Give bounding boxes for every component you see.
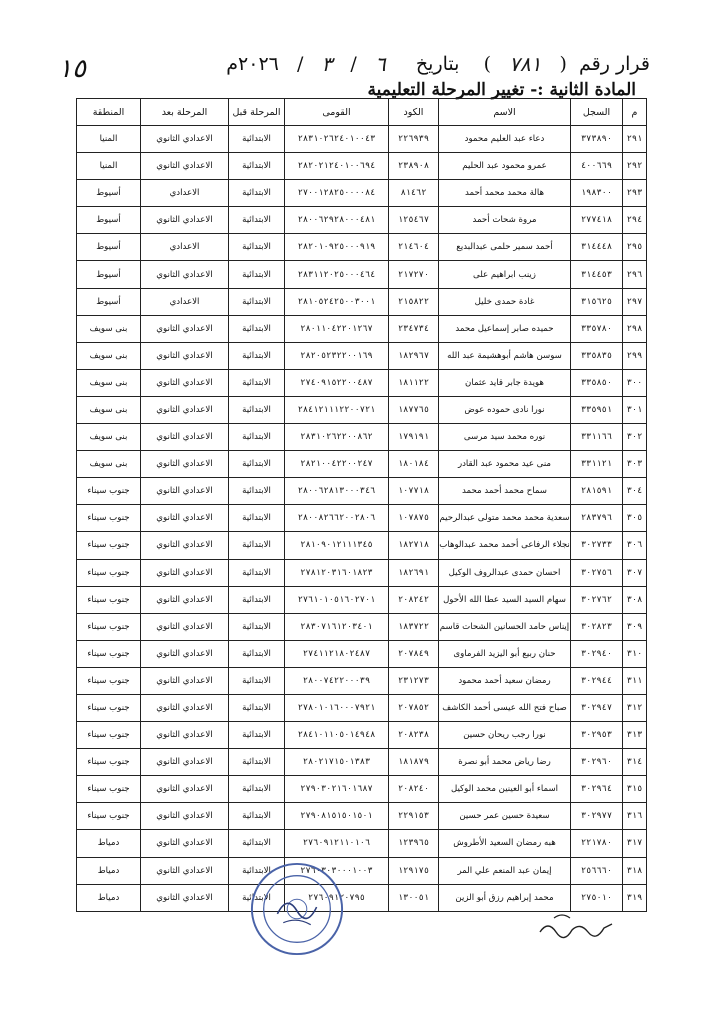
- stage-before-cell: الابتدائية: [229, 153, 285, 180]
- row-index-cell: ٣٠٨: [623, 586, 647, 613]
- region-cell: أسيوط: [77, 234, 141, 261]
- record-number-cell: ٣٠٢٩٤٧: [571, 694, 623, 721]
- row-index-cell: ٣٠٥: [623, 505, 647, 532]
- row-index-cell: ٣٠٧: [623, 559, 647, 586]
- stage-after-cell: الاعدادي الثانوي: [141, 315, 229, 342]
- name-cell: نورا نادى حموده عوض: [439, 396, 571, 423]
- national-id-cell: ٢٧٨١٢٠٣١٦٠١٨٢٣: [285, 559, 389, 586]
- row-index-cell: ٣٠٦: [623, 532, 647, 559]
- row-index-cell: ٣٠٢: [623, 424, 647, 451]
- name-cell: سعدية محمد محمد متولى عبدالرحيم: [439, 505, 571, 532]
- code-cell: ١٨٢٦٩١: [389, 559, 439, 586]
- stage-after-cell: الاعدادي الثانوي: [141, 478, 229, 505]
- code-cell: ١٢٩١٧٥: [389, 857, 439, 884]
- official-seal-stamp: [248, 860, 346, 958]
- name-cell: حميده صابر إسماعيل محمد: [439, 315, 571, 342]
- row-index-cell: ٣٠٤: [623, 478, 647, 505]
- row-index-cell: ٢٩٥: [623, 234, 647, 261]
- record-number-cell: ٣٠٢٧٣٣: [571, 532, 623, 559]
- name-cell: هالة محمد محمد أحمد: [439, 180, 571, 207]
- name-cell: حنان ربيع أبو اليزيد الفرماوى: [439, 640, 571, 667]
- row-index-cell: ٣١٥: [623, 776, 647, 803]
- name-cell: أحمد سمير حلمى عبدالبديع: [439, 234, 571, 261]
- code-cell: ٢٣٨٩٠٨: [389, 153, 439, 180]
- national-id-cell: ٢٧٤٠٩١٥٢٢٠٠٤٨٧: [285, 369, 389, 396]
- column-header: الكود: [389, 99, 439, 126]
- stage-before-cell: الابتدائية: [229, 640, 285, 667]
- stage-after-cell: الاعدادي الثانوي: [141, 207, 229, 234]
- national-id-cell: ٢٨٠٠٦٢٨١٣٠٠٠٣٤٦: [285, 478, 389, 505]
- stage-before-cell: الابتدائية: [229, 396, 285, 423]
- record-number-cell: ٣٠٢٩٦٤: [571, 776, 623, 803]
- national-id-cell: ٢٨٤١٢١١١٢٢٠٠٧٢١: [285, 396, 389, 423]
- region-cell: جنوب سيناء: [77, 667, 141, 694]
- row-index-cell: ٣١٠: [623, 640, 647, 667]
- region-cell: جنوب سيناء: [77, 749, 141, 776]
- region-cell: أسيوط: [77, 207, 141, 234]
- stage-before-cell: الابتدائية: [229, 803, 285, 830]
- row-index-cell: ٢٩٢: [623, 153, 647, 180]
- region-cell: بنى سويف: [77, 451, 141, 478]
- row-index-cell: ٢٩٣: [623, 180, 647, 207]
- region-cell: بنى سويف: [77, 342, 141, 369]
- national-id-cell: ٢٧٠٠١٢٨٢٥٠٠٠٠٨٤: [285, 180, 389, 207]
- national-id-cell: ٢٨١٠٩٠١٢١١١٣٤٥: [285, 532, 389, 559]
- table-row: [77, 803, 647, 830]
- table-row: [77, 234, 647, 261]
- record-number-cell: ٢٨٣٧٩٦: [571, 505, 623, 532]
- decision-label: قرار رقم: [579, 53, 650, 75]
- column-header: الاسم: [439, 99, 571, 126]
- stage-before-cell: الابتدائية: [229, 288, 285, 315]
- region-cell: جنوب سيناء: [77, 559, 141, 586]
- code-cell: ٢١٥٨٢٢: [389, 288, 439, 315]
- stage-after-cell: الاعدادي: [141, 288, 229, 315]
- national-id-cell: ٢٨٢٠٥٢٣٢٢٠٠١٦٩: [285, 342, 389, 369]
- table-row: [77, 776, 647, 803]
- row-index-cell: ٣١٤: [623, 749, 647, 776]
- national-id-cell: ٢٧٩٠٣٠٢١٦٠١٦٨٧: [285, 776, 389, 803]
- code-cell: ١٨٢٩٦٧: [389, 342, 439, 369]
- row-index-cell: ٢٩٤: [623, 207, 647, 234]
- stage-after-cell: الاعدادي الثانوي: [141, 261, 229, 288]
- stage-after-cell: الاعدادي الثانوي: [141, 803, 229, 830]
- region-cell: جنوب سيناء: [77, 532, 141, 559]
- stage-after-cell: الاعدادي الثانوي: [141, 667, 229, 694]
- table-row: [77, 857, 647, 884]
- row-index-cell: ٢٩٩: [623, 342, 647, 369]
- name-cell: زينب ابراهيم على: [439, 261, 571, 288]
- national-id-cell: ٢٧٦٠٩١٢١١٠١٠٦: [285, 830, 389, 857]
- code-cell: ١٨٠١٨٤: [389, 451, 439, 478]
- code-cell: ٨١٤٦٢: [389, 180, 439, 207]
- table-row: [77, 451, 647, 478]
- region-cell: جنوب سيناء: [77, 776, 141, 803]
- code-cell: ٢٣٤٧٣٤: [389, 315, 439, 342]
- name-cell: غادة حمدى خليل: [439, 288, 571, 315]
- record-number-cell: ٣٠٢٧٥٦: [571, 559, 623, 586]
- code-cell: ٢٢٦٩٣٩: [389, 126, 439, 153]
- record-number-cell: ٢٨١٥٩١: [571, 478, 623, 505]
- stage-after-cell: الاعدادي الثانوي: [141, 505, 229, 532]
- code-cell: ٢٠٨٢٣٨: [389, 722, 439, 749]
- code-cell: ٢٠٧٨٥٢: [389, 694, 439, 721]
- stage-after-cell: الاعدادي الثانوي: [141, 342, 229, 369]
- national-id-cell: ٢٨٠٠٧٤٢٢٠٠٠٣٩: [285, 667, 389, 694]
- code-cell: ٢١٤٦٠٤: [389, 234, 439, 261]
- row-index-cell: ٢٩٧: [623, 288, 647, 315]
- code-cell: ١٨٣٧٢٢: [389, 613, 439, 640]
- record-number-cell: ٢٧٧٤١٨: [571, 207, 623, 234]
- row-index-cell: ٣٠٣: [623, 451, 647, 478]
- record-number-cell: ٣٠٢٩٦٠: [571, 749, 623, 776]
- code-cell: ١٨١١٢٢: [389, 369, 439, 396]
- name-cell: نوره محمد سيد مرسى: [439, 424, 571, 451]
- record-number-cell: ٣٣٥٩٥١: [571, 396, 623, 423]
- table-header-row: [77, 99, 647, 126]
- region-cell: أسيوط: [77, 261, 141, 288]
- code-cell: ١٨٢٧١٨: [389, 532, 439, 559]
- table-row: [77, 315, 647, 342]
- stage-after-cell: الاعدادي الثانوي: [141, 749, 229, 776]
- table-body: [77, 126, 647, 912]
- name-cell: منى عيد محمود عبد القادر: [439, 451, 571, 478]
- region-cell: بنى سويف: [77, 315, 141, 342]
- stage-after-cell: الاعدادي الثانوي: [141, 451, 229, 478]
- decision-number: ٧٨١: [509, 52, 542, 76]
- row-index-cell: ٢٩٨: [623, 315, 647, 342]
- stage-after-cell: الاعدادي الثانوي: [141, 424, 229, 451]
- national-id-cell: ٢٨٠٢١٧١٥٠١٣٨٣: [285, 749, 389, 776]
- stage-before-cell: الابتدائية: [229, 857, 285, 884]
- name-cell: هبه رمضان السعيد الأطروش: [439, 830, 571, 857]
- stage-after-cell: الاعدادي الثانوي: [141, 369, 229, 396]
- national-id-cell: ٢٧٦١٠١٠٥١٦٠٢٧٠١: [285, 586, 389, 613]
- stage-before-cell: الابتدائية: [229, 776, 285, 803]
- stage-before-cell: الابتدائية: [229, 586, 285, 613]
- subject-title: المادة الثانية :- تغيير المرحلة التعليمية: [367, 80, 636, 100]
- record-number-cell: ٣٠٢٩٤٠: [571, 640, 623, 667]
- stage-before-cell: الابتدائية: [229, 505, 285, 532]
- stage-after-cell: الاعدادي الثانوي: [141, 153, 229, 180]
- stage-after-cell: الاعدادي الثانوي: [141, 532, 229, 559]
- row-index-cell: ٣٠٩: [623, 613, 647, 640]
- region-cell: جنوب سيناء: [77, 478, 141, 505]
- stage-before-cell: الابتدائية: [229, 613, 285, 640]
- stage-after-cell: الاعدادي الثانوي: [141, 126, 229, 153]
- national-id-cell: ٢٧٩٠٨١٥١٥٠١٥٠١: [285, 803, 389, 830]
- stage-before-cell: الابتدائية: [229, 369, 285, 396]
- record-number-cell: ٤٠٠٦٦٩: [571, 153, 623, 180]
- stage-after-cell: الاعدادي الثانوي: [141, 559, 229, 586]
- stage-before-cell: الابتدائية: [229, 694, 285, 721]
- region-cell: أسيوط: [77, 288, 141, 315]
- name-cell: نورا رجب ريحان حسين: [439, 722, 571, 749]
- stage-before-cell: الابتدائية: [229, 532, 285, 559]
- name-cell: عمرو محمود عبد الحليم: [439, 153, 571, 180]
- stage-before-cell: الابتدائية: [229, 315, 285, 342]
- record-number-cell: ٢٢١٧٨٠: [571, 830, 623, 857]
- code-cell: ١٢٥٤٦٧: [389, 207, 439, 234]
- name-cell: سماح محمد أحمد محمد: [439, 478, 571, 505]
- table-row: [77, 261, 647, 288]
- region-cell: جنوب سيناء: [77, 640, 141, 667]
- national-id-cell: ٢٨٢٠١٠٩٢٥٠٠٠٩١٩: [285, 234, 389, 261]
- name-cell: صباح فتح الله عيسى أحمد الكاشف: [439, 694, 571, 721]
- records-table: [76, 98, 647, 912]
- stage-after-cell: الاعدادي الثانوي: [141, 722, 229, 749]
- region-cell: جنوب سيناء: [77, 586, 141, 613]
- table-row: [77, 505, 647, 532]
- column-header: السجل: [571, 99, 623, 126]
- table-row: [77, 180, 647, 207]
- table-row: [77, 667, 647, 694]
- row-index-cell: ٣١٧: [623, 830, 647, 857]
- name-cell: إيناس حامد الحسانين الشحات قاسم: [439, 613, 571, 640]
- record-number-cell: ٣٠٢٧٦٢: [571, 586, 623, 613]
- table-row: [77, 830, 647, 857]
- date-year: ٢٠٢٦م: [226, 53, 279, 75]
- code-cell: ٢٣١٢٧٣: [389, 667, 439, 694]
- stage-after-cell: الاعدادي الثانوي: [141, 694, 229, 721]
- stage-before-cell: الابتدائية: [229, 424, 285, 451]
- national-id-cell: ٢٨٢٠٢١٢٤٠١٠٠٦٩٤: [285, 153, 389, 180]
- code-cell: ٢٠٨٢٤٠: [389, 776, 439, 803]
- region-cell: جنوب سيناء: [77, 613, 141, 640]
- column-header: م: [623, 99, 647, 126]
- table-row: [77, 559, 647, 586]
- table-row: [77, 369, 647, 396]
- stage-after-cell: الاعدادي الثانوي: [141, 884, 229, 911]
- column-header: المرحلة قبل: [229, 99, 285, 126]
- code-cell: ٢٢٩١٥٣: [389, 803, 439, 830]
- table-row: [77, 532, 647, 559]
- stage-after-cell: الاعدادي الثانوي: [141, 857, 229, 884]
- record-number-cell: ٢٧٥٠١٠: [571, 884, 623, 911]
- stage-after-cell: الاعدادي الثانوي: [141, 776, 229, 803]
- stage-after-cell: الاعدادي الثانوي: [141, 830, 229, 857]
- table-row: [77, 586, 647, 613]
- column-header: القومى: [285, 99, 389, 126]
- national-id-cell: ٢٨٤١٠١١٠٥٠١٤٩٤٨: [285, 722, 389, 749]
- region-cell: بنى سويف: [77, 369, 141, 396]
- region-cell: أسيوط: [77, 180, 141, 207]
- region-cell: جنوب سيناء: [77, 803, 141, 830]
- date-label: بتاريخ: [415, 53, 460, 75]
- column-header: المرحلة بعد: [141, 99, 229, 126]
- record-number-cell: ٣٣٥٧٨٠: [571, 315, 623, 342]
- handwritten-page-number: ١٥: [58, 54, 86, 84]
- decision-header: قرار رقم ( ٧٨١ ) بتاريخ ٦ / ٣ / ٢٠٢٦م: [226, 52, 650, 76]
- table-row: [77, 288, 647, 315]
- row-index-cell: ٣١١: [623, 667, 647, 694]
- stage-before-cell: الابتدائية: [229, 126, 285, 153]
- table-row: [77, 342, 647, 369]
- name-cell: رمضان سعيد أحمد محمود: [439, 667, 571, 694]
- row-index-cell: ٣١٢: [623, 694, 647, 721]
- record-number-cell: ٣١٥٦٢٥: [571, 288, 623, 315]
- row-index-cell: ٢٩١: [623, 126, 647, 153]
- national-id-cell: ٢٧٦٠٣٠٣٠٠٠١٠٠٣: [285, 857, 389, 884]
- record-number-cell: ٣٣١١٦٦: [571, 424, 623, 451]
- national-id-cell: ٢٧٦٠٩١٢٠٧٩٥: [285, 884, 389, 911]
- record-number-cell: ٣٠٢٩٧٧: [571, 803, 623, 830]
- name-cell: دعاء عبد العليم محمود: [439, 126, 571, 153]
- stage-before-cell: الابتدائية: [229, 234, 285, 261]
- code-cell: ١٧٩١٩١: [389, 424, 439, 451]
- name-cell: نجلاء الرفاعى أحمد محمد عبدالوهاب: [439, 532, 571, 559]
- national-id-cell: ٢٨٣١١٢٠٢٥٠٠٠٤٦٤: [285, 261, 389, 288]
- national-id-cell: ٢٨٣١٠٢٦٢٤٠١٠٠٤٣: [285, 126, 389, 153]
- code-cell: ١٨٧٧٦٥: [389, 396, 439, 423]
- national-id-cell: ٢٧٤١١٢١٨٠٢٤٨٧: [285, 640, 389, 667]
- national-id-cell: ٢٨٢١٠٠٤٢٢٠٠٢٤٧: [285, 451, 389, 478]
- stage-after-cell: الاعدادي الثانوي: [141, 640, 229, 667]
- stage-before-cell: الابتدائية: [229, 830, 285, 857]
- stage-before-cell: الابتدائية: [229, 667, 285, 694]
- code-cell: ٢١٧٢٧٠: [389, 261, 439, 288]
- row-index-cell: ٣٠١: [623, 396, 647, 423]
- name-cell: احسان حمدى عبدالروف الوكيل: [439, 559, 571, 586]
- stage-before-cell: الابتدائية: [229, 180, 285, 207]
- table-row: [77, 207, 647, 234]
- stage-before-cell: الابتدائية: [229, 749, 285, 776]
- row-index-cell: ٣١٣: [623, 722, 647, 749]
- record-number-cell: ٣٣١١٢١: [571, 451, 623, 478]
- stage-before-cell: الابتدائية: [229, 722, 285, 749]
- column-header: المنطقة: [77, 99, 141, 126]
- record-number-cell: ٣٠٢٩٥٣: [571, 722, 623, 749]
- name-cell: سهام السيد السيد عطا الله الأحول: [439, 586, 571, 613]
- region-cell: بنى سويف: [77, 396, 141, 423]
- stage-before-cell: الابتدائية: [229, 478, 285, 505]
- stage-after-cell: الاعدادي: [141, 234, 229, 261]
- table-row: [77, 640, 647, 667]
- region-cell: بنى سويف: [77, 424, 141, 451]
- national-id-cell: ٢٨٣١٠٢٦٢٢٠٠٨٦٢: [285, 424, 389, 451]
- stage-before-cell: الابتدائية: [229, 342, 285, 369]
- row-index-cell: ٣١٨: [623, 857, 647, 884]
- stage-after-cell: الاعدادي الثانوي: [141, 613, 229, 640]
- table-row: [77, 396, 647, 423]
- code-cell: ١٢٣٩٦٥: [389, 830, 439, 857]
- row-index-cell: ٢٩٦: [623, 261, 647, 288]
- stage-before-cell: الابتدائية: [229, 207, 285, 234]
- national-id-cell: ٢٨٠٠٦٢٩٢٨٠٠٠٤٨١: [285, 207, 389, 234]
- region-cell: جنوب سيناء: [77, 505, 141, 532]
- record-number-cell: ٣٠٢٩٤٤: [571, 667, 623, 694]
- region-cell: دمياط: [77, 830, 141, 857]
- national-id-cell: ٢٨٠٠٨٢٦٦٢٠٠٢٨٠٦: [285, 505, 389, 532]
- row-index-cell: ٣٠٠: [623, 369, 647, 396]
- name-cell: رضا رياض محمد أبو نصرة: [439, 749, 571, 776]
- record-number-cell: ٣٣٥٨٥٠: [571, 369, 623, 396]
- table-row: [77, 749, 647, 776]
- region-cell: جنوب سيناء: [77, 722, 141, 749]
- row-index-cell: ٣١٩: [623, 884, 647, 911]
- stage-after-cell: الاعدادي الثانوي: [141, 396, 229, 423]
- table-row: [77, 478, 647, 505]
- record-number-cell: ٣١٤٤٤٨: [571, 234, 623, 261]
- stage-before-cell: الابتدائية: [229, 451, 285, 478]
- name-cell: مروة شحات أحمد: [439, 207, 571, 234]
- region-cell: دمياط: [77, 884, 141, 911]
- code-cell: ٢٠٨٢٤٢: [389, 586, 439, 613]
- name-cell: هويدة جابر قايد عثمان: [439, 369, 571, 396]
- code-cell: ١٠٧٧١٨: [389, 478, 439, 505]
- national-id-cell: ٢٨٣٠٧١٦١٢٠٣٤٠١: [285, 613, 389, 640]
- region-cell: المنيا: [77, 153, 141, 180]
- stage-before-cell: الابتدائية: [229, 559, 285, 586]
- region-cell: المنيا: [77, 126, 141, 153]
- code-cell: ١٨١٨٧٩: [389, 749, 439, 776]
- record-number-cell: ٣٣٥٨٣٥: [571, 342, 623, 369]
- stage-before-cell: الابتدائية: [229, 884, 285, 911]
- national-id-cell: ٢٨١٠٥٢٤٢٥٠٠٣٠٠١: [285, 288, 389, 315]
- record-number-cell: ٣١٤٤٥٣: [571, 261, 623, 288]
- stage-after-cell: الاعدادي الثانوي: [141, 586, 229, 613]
- date-month: ٣: [321, 52, 333, 76]
- record-number-cell: ٣٠٢٨٢٣: [571, 613, 623, 640]
- name-cell: اسماء أبو العينين محمد الوكيل: [439, 776, 571, 803]
- region-cell: جنوب سيناء: [77, 694, 141, 721]
- record-number-cell: ٢٥٦٦٦٠: [571, 857, 623, 884]
- code-cell: ١٠٧٨٧٥: [389, 505, 439, 532]
- stage-after-cell: الاعدادي: [141, 180, 229, 207]
- record-number-cell: ١٩٨٣٠٠: [571, 180, 623, 207]
- date-day: ٦: [374, 52, 386, 76]
- table-row: [77, 613, 647, 640]
- table-row: [77, 722, 647, 749]
- code-cell: ٢٠٧٨٤٩: [389, 640, 439, 667]
- row-index-cell: ٣١٦: [623, 803, 647, 830]
- table-row: [77, 424, 647, 451]
- code-cell: ١٣٠٠٥١: [389, 884, 439, 911]
- name-cell: سعيدة حسين عمر حسين: [439, 803, 571, 830]
- table-row: [77, 153, 647, 180]
- national-id-cell: ٢٨٠١١٠٤٢٢٠١٢٦٧: [285, 315, 389, 342]
- name-cell: سوسن هاشم أبوهشيمة عبد الله: [439, 342, 571, 369]
- signature-scribble: [536, 906, 616, 946]
- name-cell: إيمان عبد المنعم علي المر: [439, 857, 571, 884]
- stage-before-cell: الابتدائية: [229, 261, 285, 288]
- table-row: [77, 694, 647, 721]
- record-number-cell: ٣٧٣٨٩٠: [571, 126, 623, 153]
- table-row: [77, 126, 647, 153]
- name-cell: محمد إبراهيم رزق أبو الزين: [439, 884, 571, 911]
- national-id-cell: ٢٧٨٠١٠١٦٠٠٠٧٩٢١: [285, 694, 389, 721]
- region-cell: دمياط: [77, 857, 141, 884]
